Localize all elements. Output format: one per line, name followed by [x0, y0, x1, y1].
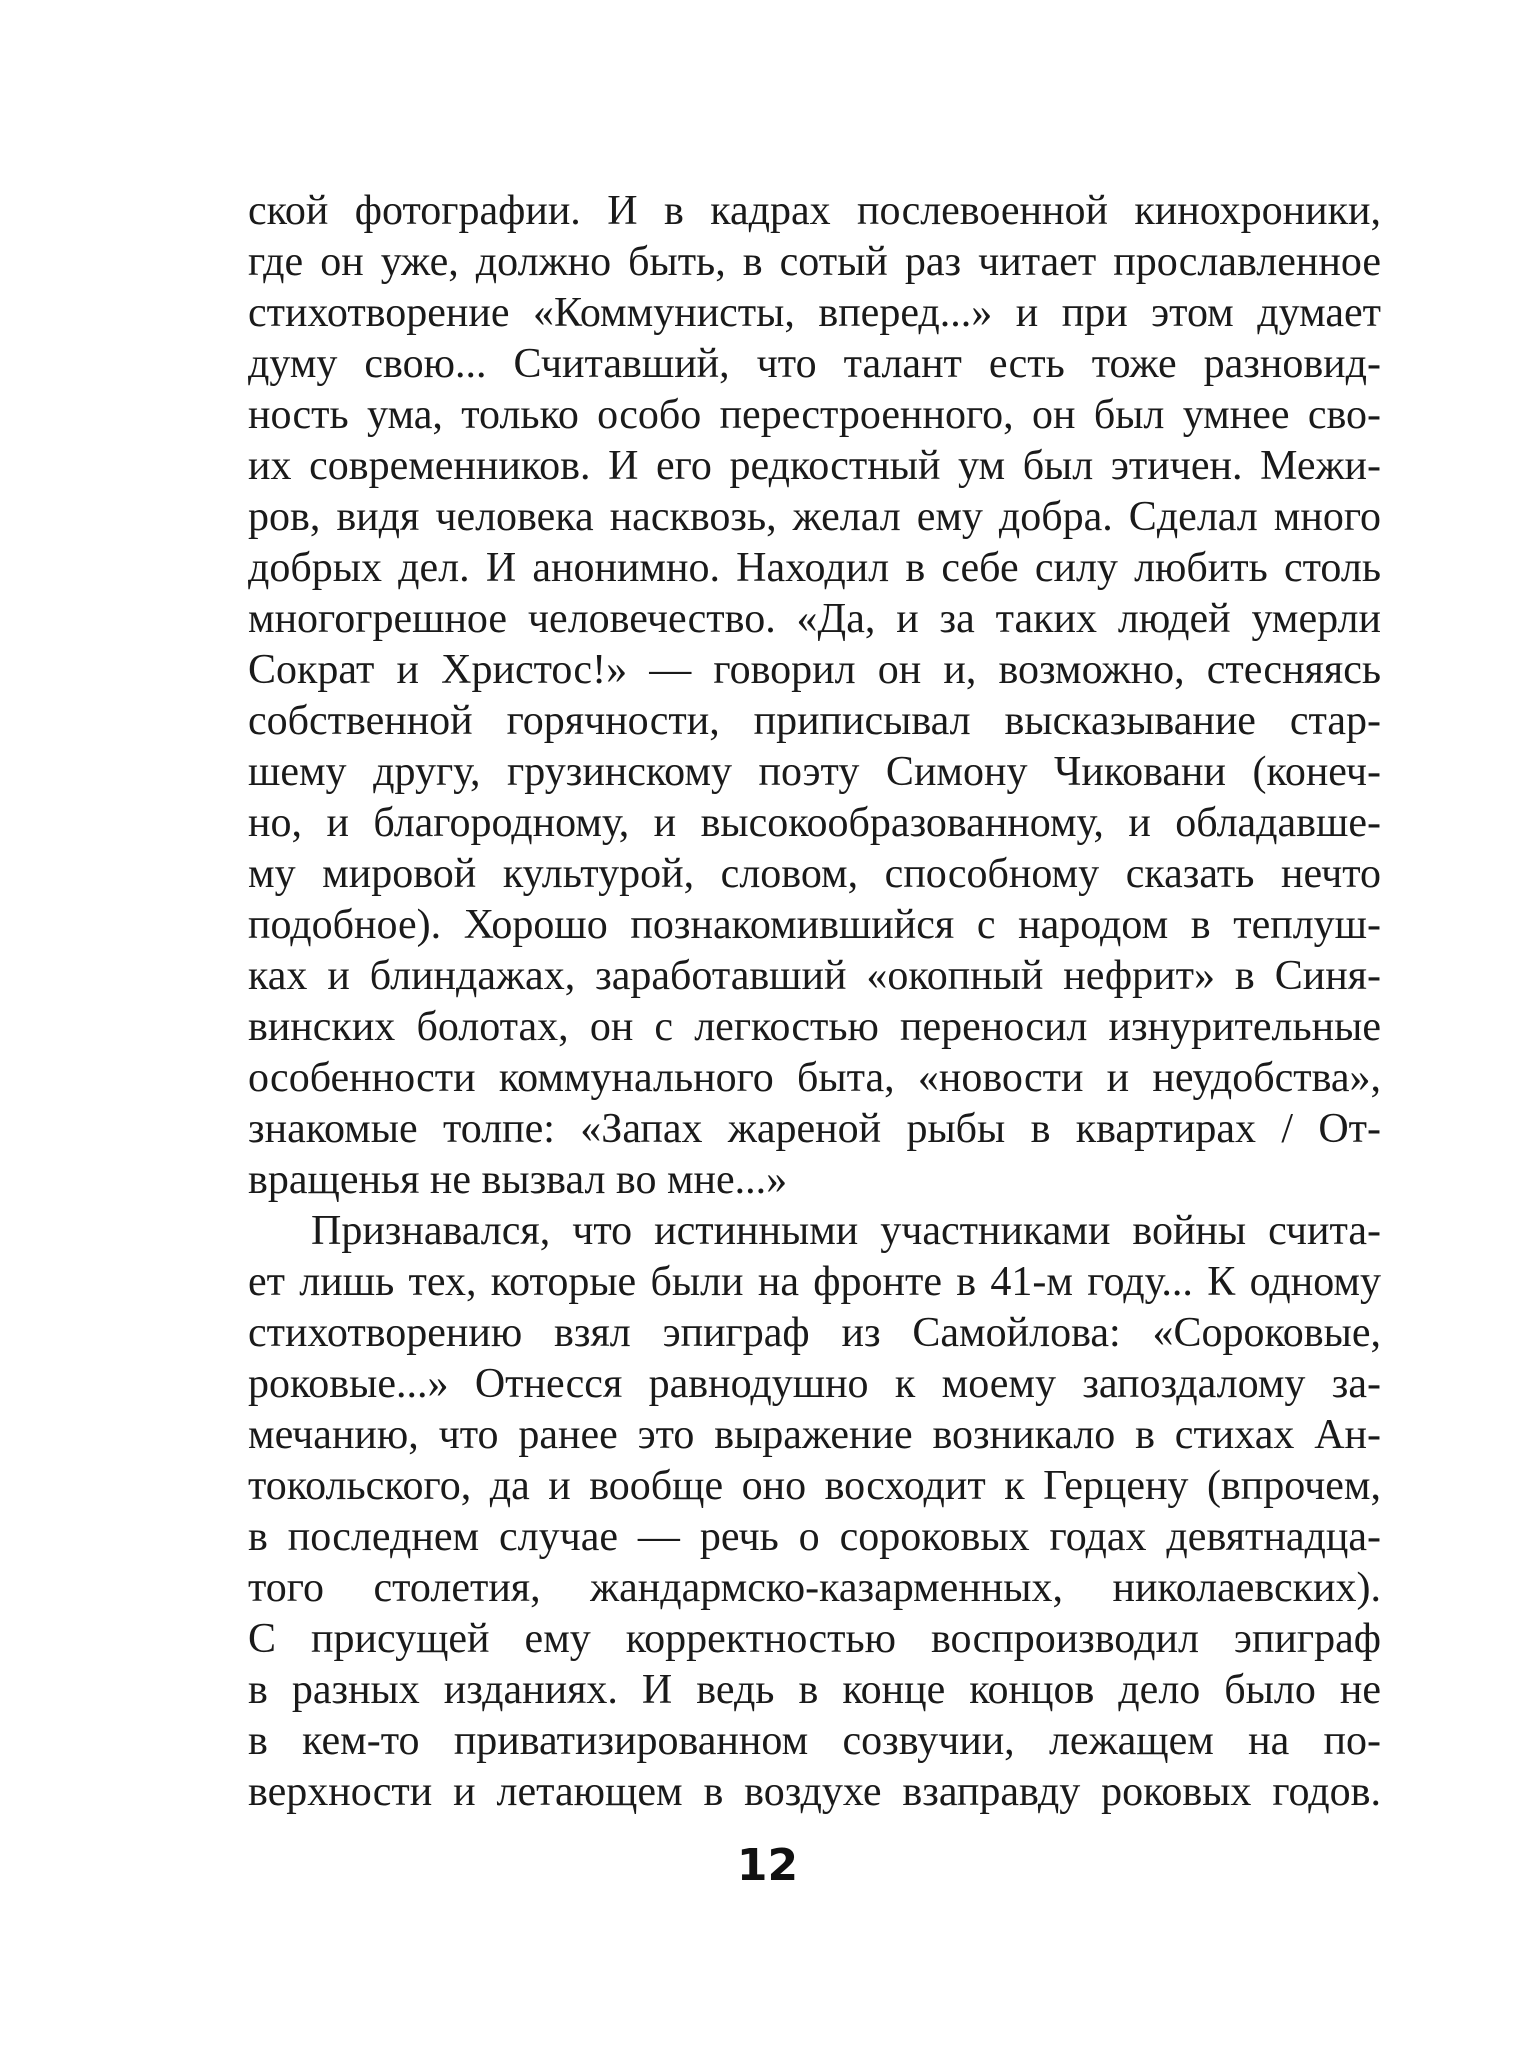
text-line: ет лишь тех, которые были на фронте в 41-м году... К одному — [248, 1259, 1381, 1305]
text-line: в кем-то приватизированном созвучии, лежащем на по- — [248, 1718, 1381, 1764]
text-line: му мировой культурой, словом, способному сказать нечто — [248, 851, 1381, 897]
text-line: ность ума, только особо перестроенного, он был умнее сво- — [248, 392, 1381, 438]
page-number: 12 — [736, 1840, 799, 1891]
text-line: мечанию, что ранее это выражение возникало в стихах Ан- — [248, 1412, 1381, 1458]
text-line: вращенья не вызвал во мне...» — [248, 1157, 788, 1203]
text-line: винских болотах, он с легкостью переносил изнурительные — [248, 1004, 1381, 1050]
paragraph-1 — [248, 186, 1381, 1206]
text-line: токольского, да и вообще оно восходит к Герцену (впрочем, — [248, 1463, 1381, 1509]
text-line: добрых дел. И анонимно. Находил в себе силу любить столь — [248, 545, 1381, 591]
text-line: подобное). Хорошо познакомившийся с народом в теплуш- — [248, 902, 1381, 948]
text-line: С присущей ему корректностью воспроизводил эпиграф — [248, 1616, 1381, 1662]
text-line: где он уже, должно быть, в сотый раз читает прославленное — [248, 239, 1381, 285]
text-line: знакомые толпе: «Запах жареной рыбы в квартирах / От- — [248, 1106, 1381, 1152]
text-line: думу свою... Считавший, что талант есть тоже разновид- — [248, 341, 1381, 387]
text-line: ках и блиндажах, заработавший «окопный нефрит» в Синя- — [248, 953, 1381, 999]
body-text — [248, 186, 1381, 1818]
text-line: ров, видя человека насквозь, желал ему добра. Сделал много — [248, 494, 1381, 540]
text-line: стихотворению взял эпиграф из Самойлова: «Сороковые, — [248, 1310, 1381, 1356]
text-line: особенности коммунального быта, «новости и неудобства», — [248, 1055, 1381, 1101]
text-line: собственной горячности, приписывал высказывание стар- — [248, 698, 1381, 744]
text-line: но, и благородному, и высокообразованному, и обладавше- — [248, 800, 1381, 846]
text-line: Сократ и Христос!» — говорил он и, возможно, стесняясь — [248, 647, 1381, 693]
text-line: ской фотографии. И в кадрах послевоенной кинохроники, — [248, 188, 1381, 234]
text-line: в разных изданиях. И ведь в конце концов дело было не — [248, 1667, 1381, 1713]
text-line: того столетия, жандармско-казарменных, николаевских). — [248, 1565, 1381, 1611]
text-line: верхности и летающем в воздухе взаправду роковых годов. — [248, 1769, 1381, 1815]
paragraph-2 — [248, 1206, 1381, 1818]
text-line: их современников. И его редкостный ум был этичен. Межи- — [248, 443, 1381, 489]
text-line: многогрешное человечество. «Да, и за таких людей умерли — [248, 596, 1381, 642]
text-line: стихотворение «Коммунисты, вперед...» и при этом думает — [248, 290, 1381, 336]
text-line: роковые...» Отнесся равнодушно к моему запоздалому за- — [248, 1361, 1381, 1407]
text-line: шему другу, грузинскому поэту Симону Чиковани (конеч- — [248, 749, 1381, 795]
text-line: в последнем случае — речь о сороковых годах девятнадца- — [248, 1514, 1381, 1560]
text-line: Признавался, что истинными участниками войны счита- — [311, 1208, 1381, 1254]
